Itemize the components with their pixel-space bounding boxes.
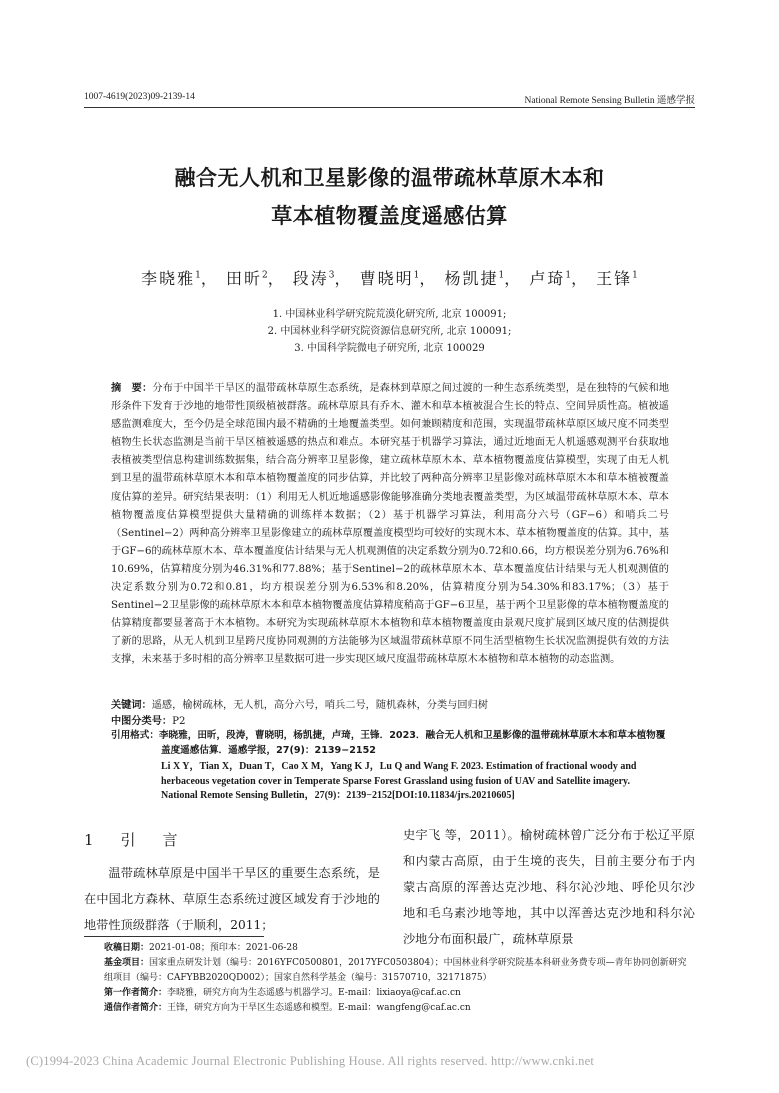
author: 王锋 [596, 269, 633, 288]
corresponding-author-label: 通信作者简介： [104, 1003, 168, 1013]
received-label: 收稿日期： [104, 943, 150, 953]
fund-text: 国家重点研发计划（编号：2016YFC0500801，2017YFC0503804）；中国林业科学研究院基本科研业务费专项—青年协同创新研究组项目（编号：CAFYBB2020QD002）；国家自然科学基金（编号：31570710，32171875） [104, 958, 687, 983]
author: 李晓雅 [141, 269, 196, 288]
author-affiliation-mark: 1 [565, 270, 572, 281]
citation-label: 引用格式： [111, 730, 159, 741]
fund-label: 基金项目： [104, 958, 150, 968]
classification-number [111, 714, 669, 730]
paper-title-line-1: 融合无人机和卫星影像的温带疏林草原木本和 [174, 166, 605, 190]
footnotes [84, 941, 695, 1016]
paper-title-line-2: 草本植物覆盖度遥感估算 [271, 204, 508, 228]
affiliation-1: 1. 中国林业科学研究院荒漠化研究所, 北京 100091; [272, 309, 507, 320]
journal-name-header: National Remote Sensing Bulletin 遥感学报 [524, 96, 695, 106]
author: 卢琦 [529, 269, 566, 288]
author-list: 李晓雅$^1$， 田昕$^2$， 段涛$^3$， 曹晓明$^1$， 杨凯捷$^1$， 卢琦$^1$， 王锋$^1$ [141, 269, 638, 288]
keywords [111, 698, 669, 714]
author: 田昕 [225, 269, 262, 288]
affiliation-2: 2. 中国林业科学研究院资源信息研究所, 北京 100091; [267, 326, 512, 337]
citation-block [111, 729, 669, 804]
author-affiliation-mark: 1 [632, 270, 638, 281]
author-affiliation-mark: 3 [328, 270, 335, 281]
author-affiliation-mark: 1 [498, 270, 505, 281]
header-rule [84, 107, 695, 108]
body-text-right-column: 史宇飞 等，2011）。榆树疏林曾广泛分布于松辽平原和内蒙古高原，由于生境的丧失，目前主要分布于内蒙古高原的浑善达克沙地、科尔沁沙地、呼伦贝尔沙地和毛乌素沙地等地，其中以浑善达克沙地和科尔沁沙地分布面积最广，疏林草原景 [403, 828, 695, 946]
abstract [111, 380, 669, 670]
classification-label: 中图分类号： [111, 716, 173, 727]
author: 段涛 [292, 269, 329, 288]
copyright-watermark: (C)1994-2023 China Academic Journal Electronic Publishing House. All rights reserved. http://www.cnki.net [26, 1054, 595, 1068]
author-affiliation-mark: 1 [413, 270, 420, 281]
section-heading-introduction: 1 引 言 [84, 831, 184, 849]
first-author-info: 李晓雅，研究方向为生态遥感与机器学习。E-mail：lixiaoya@caf.ac.cn [167, 988, 461, 998]
author: 杨凯捷 [444, 269, 499, 288]
classification-text: P2 [172, 716, 186, 727]
citation-chinese: 李晓雅，田昕，段涛，曹晓明，杨凯捷，卢琦，王锋．2023．融合无人机和卫星影像的温带疏林草原木本和草本植物覆盖度遥感估算．遥感学报，27(9)：2139−2152 [158, 730, 666, 756]
first-author-label: 第一作者简介： [104, 988, 168, 998]
received-dates: 2021-01-08；预印本：2021-06-28 [149, 943, 298, 953]
journal-issn-header: 1007-4619(2023)09-2139-14 [84, 92, 195, 102]
abstract-text: 分布于中国半干旱区的温带疏林草原生态系统，是森林到草原之间过渡的一种生态系统类型，是在独特的气候和地形条件下发育于沙地的地带性顶级植被群落。疏林草原具有乔木、灌木和草本植被混合生长的特点、空间异质性高。植被遥感监测难度大，至今仍是全球范围内最不精确的土地覆盖类型。如何兼顾精度和范围，实现温带疏林草原区域尺度不同类型植物生长状态监测是当前干旱区植被遥感的热点和难点。本研究基于机器学习算法，通过近地面无人机遥感观测平台获取地表植被类型信息构建训练数据集，结合高分辨率卫星影像，建立疏林草原木本、草本植物覆盖度估算模型，实现了由无人机到卫星的温带疏林草原木本和草本植物覆盖度的同步估算，并比较了两种高分辨率卫星影像对疏林草原木本和草本植被覆盖度估算的差异。研究结果表明：（1）利用无人机近地遥感影像能够准确分类地表覆盖类型，为区域温带疏林草原木本、草本植物覆盖度估算模型提供大量精确的训练样本数据；（2）基于机器学习算法，利用高分六号（GF−6）和哨兵二号（Sentinel−2）两种高分辨率卫星影像建立的疏林草原覆盖度模型均可较好的实现木本、草本植物覆盖度的估算。其中，基于GF−6的疏林草原木本、草本覆盖度估计结果与无人机观测值的决定系数分别为0.72和0.66，均方根误差分别为6.76%和10.69%，估算精度分别为46.31%和77.88%；基于Sentinel−2的疏林草原木本、草本覆盖度估计结果与无人机观测值的决定系数分别为0.72和0.81，均方根误差分别为6.53%和8.20%，估算精度分别为54.30%和83.17%；（3）基于Sentinel−2卫星影像的疏林草原木本和草本植物覆盖度估算精度稍高于GF−6卫星，基于两个卫星影像的草本植物覆盖度的估算精度都要显著高于木本植物。本研究为实现疏林草原木本植物和草本植物覆盖度由景观尺度扩展到区域尺度的估测提供了新的思路，从无人机到卫星跨尺度协同观测的方法能够为区域温带疏林草原不同生活型植物生长状况监测提供有效的方法支撑，未来基于多时相的高分辨率卫星数据可进一步实现区域尺度温带疏林草原木本植物和草本植物的动态监测。 [111, 383, 670, 666]
keywords-label: 关键词： [111, 700, 152, 711]
body-text-left-column: 温带疏林草原是中国半干旱区的重要生态系统，是在中国北方森林、草原生态系统过渡区域发育于沙地的地带性顶级群落（于顺利，2011； [84, 866, 380, 932]
corresponding-author-info: 王锋，研究方向为干旱区生态遥感和模型。E-mail：wangfeng@caf.ac.cn [167, 1003, 471, 1013]
author-affiliation-mark: 2 [261, 270, 268, 281]
author: 曹晓明 [359, 269, 414, 288]
affiliation-3: 3. 中国科学院微电子研究所, 北京 100029 [294, 343, 485, 354]
author-affiliation-mark: 1 [195, 270, 201, 281]
footnote-rule [84, 936, 264, 937]
abstract-label: 摘 要： [111, 383, 153, 394]
citation-english: Li X Y，Tian X，Duan T，Cao X M，Yang K J，Lu Q and Wang F. 2023. Estimation of fractional woody and herbaceous vegetation cover in Temperate Sparse Forest Grassland using fusion of UAV and Satellite imagery. National Remote Sensing Bulletin，27(9)：2139−2152[DOI:10.11834/jrs.20210605] [161, 761, 637, 801]
keywords-text: 遥感，榆树疏林，无人机，高分六号，哨兵二号，随机森林，分类与回归树 [151, 700, 488, 711]
